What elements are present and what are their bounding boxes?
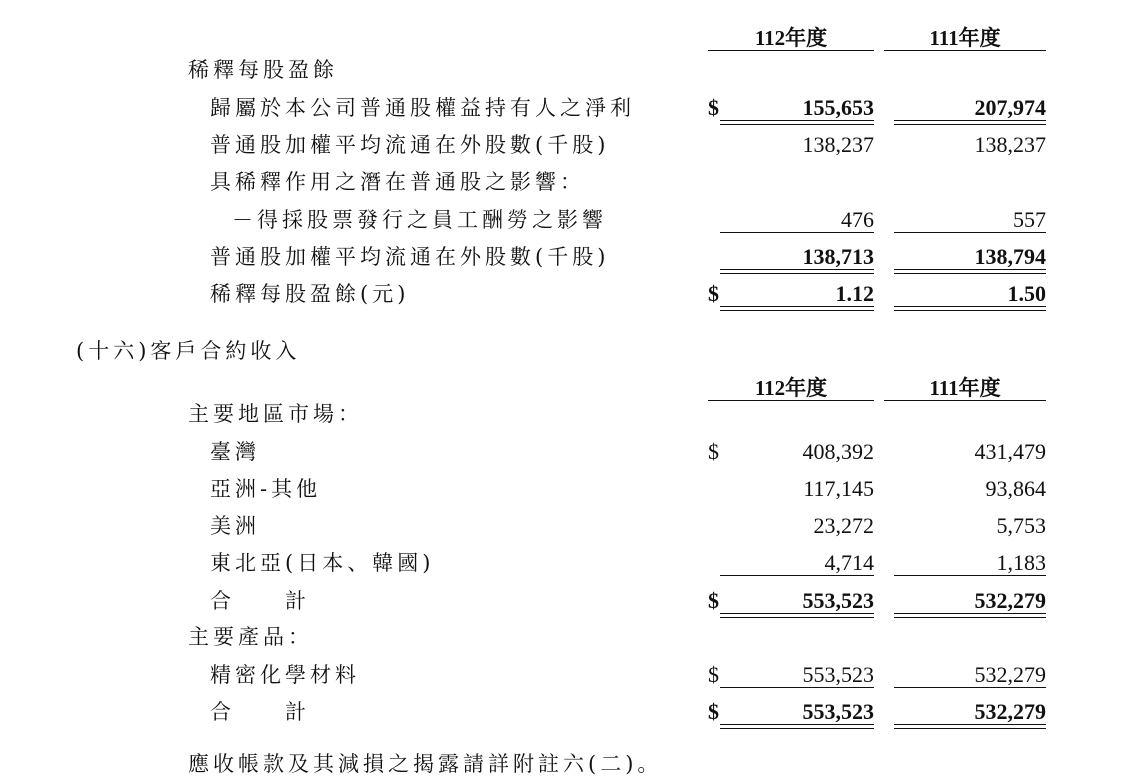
row-label: 精密化學材料 <box>210 663 360 687</box>
double-underline-111 <box>894 120 1046 125</box>
group-title-product: 主要產品： <box>188 625 313 649</box>
header-underline-111 <box>884 400 1046 401</box>
value-111: 557 <box>1013 207 1046 232</box>
value-111: 138,794 <box>974 244 1046 269</box>
double-underline-111 <box>894 613 1046 618</box>
column-header-112: 112年度 <box>754 376 828 400</box>
header-underline-111 <box>884 50 1046 51</box>
section-heading: (十六)客戶合約收入 <box>76 339 301 363</box>
double-underline-111 <box>894 306 1046 311</box>
row-label: 稀釋每股盈餘(元) <box>210 282 410 306</box>
subtotal-underline-111 <box>894 687 1046 688</box>
row-label: 美洲 <box>210 514 260 538</box>
value-112: 138,713 <box>802 244 874 269</box>
column-header-112: 112年度 <box>754 26 828 50</box>
double-underline-111 <box>894 724 1046 729</box>
double-underline-112 <box>720 724 874 729</box>
row-label: 歸屬於本公司普通股權益持有人之淨利 <box>210 96 635 120</box>
currency-symbol: $ <box>708 95 719 120</box>
double-underline-112 <box>720 613 874 618</box>
value-112: 23,272 <box>813 513 874 538</box>
value-112: 155,653 <box>802 95 874 120</box>
currency-symbol: $ <box>708 699 719 724</box>
currency-symbol: $ <box>708 662 719 687</box>
value-112: 1.12 <box>835 281 874 306</box>
value-112: 408,392 <box>802 439 874 464</box>
header-underline-112 <box>708 400 874 401</box>
row-label: 亞洲-其他 <box>210 477 322 501</box>
value-111: 1.50 <box>1007 281 1046 306</box>
currency-symbol: $ <box>708 439 719 464</box>
value-112: 117,145 <box>803 476 874 501</box>
total-label: 合 計 <box>210 589 310 613</box>
total-label: 合 計 <box>210 700 310 724</box>
value-112: 553,523 <box>802 662 874 687</box>
subtotal-underline-112 <box>720 232 874 233</box>
value-112: 4,714 <box>824 550 874 575</box>
double-underline-112 <box>720 269 874 274</box>
total-value-112: 553,523 <box>802 699 874 724</box>
value-111: 532,279 <box>974 662 1046 687</box>
row-label: －得採股票發行之員工酬勞之影響 <box>232 208 607 232</box>
value-111: 1,183 <box>996 550 1046 575</box>
value-111: 5,753 <box>996 513 1046 538</box>
row-label: 具稀釋作用之潛在普通股之影響： <box>210 170 585 194</box>
column-header-111: 111年度 <box>929 26 1001 50</box>
row-label: 普通股加權平均流通在外股數(千股) <box>210 133 610 157</box>
currency-symbol: $ <box>708 588 719 613</box>
value-111: 431,479 <box>974 439 1046 464</box>
header-underline-112 <box>708 50 874 51</box>
total-value-111: 532,279 <box>974 699 1046 724</box>
value-112: 476 <box>841 207 874 232</box>
value-112: 138,237 <box>802 132 874 157</box>
row-label: 東北亞(日本、韓國) <box>210 551 435 575</box>
row-label: 普通股加權平均流通在外股數(千股) <box>210 245 610 269</box>
subtotal-underline-111 <box>894 575 1046 576</box>
column-header-111: 111年度 <box>929 376 1001 400</box>
group-title-region: 主要地區市場： <box>188 402 363 426</box>
subtotal-underline-112 <box>720 575 874 576</box>
currency-symbol: $ <box>708 281 719 306</box>
value-111: 207,974 <box>974 95 1046 120</box>
value-111: 138,237 <box>974 132 1046 157</box>
value-111: 93,864 <box>985 476 1046 501</box>
total-value-112: 553,523 <box>802 588 874 613</box>
total-value-111: 532,279 <box>974 588 1046 613</box>
subtotal-underline-112 <box>720 687 874 688</box>
double-underline-112 <box>720 120 874 125</box>
subtotal-underline-111 <box>894 232 1046 233</box>
footnote: 應收帳款及其減損之揭露請詳附註六(二)。 <box>188 752 663 776</box>
row-label: 臺灣 <box>210 440 260 464</box>
diluted-eps-title: 稀釋每股盈餘 <box>188 58 338 82</box>
double-underline-111 <box>894 269 1046 274</box>
double-underline-112 <box>720 306 874 311</box>
